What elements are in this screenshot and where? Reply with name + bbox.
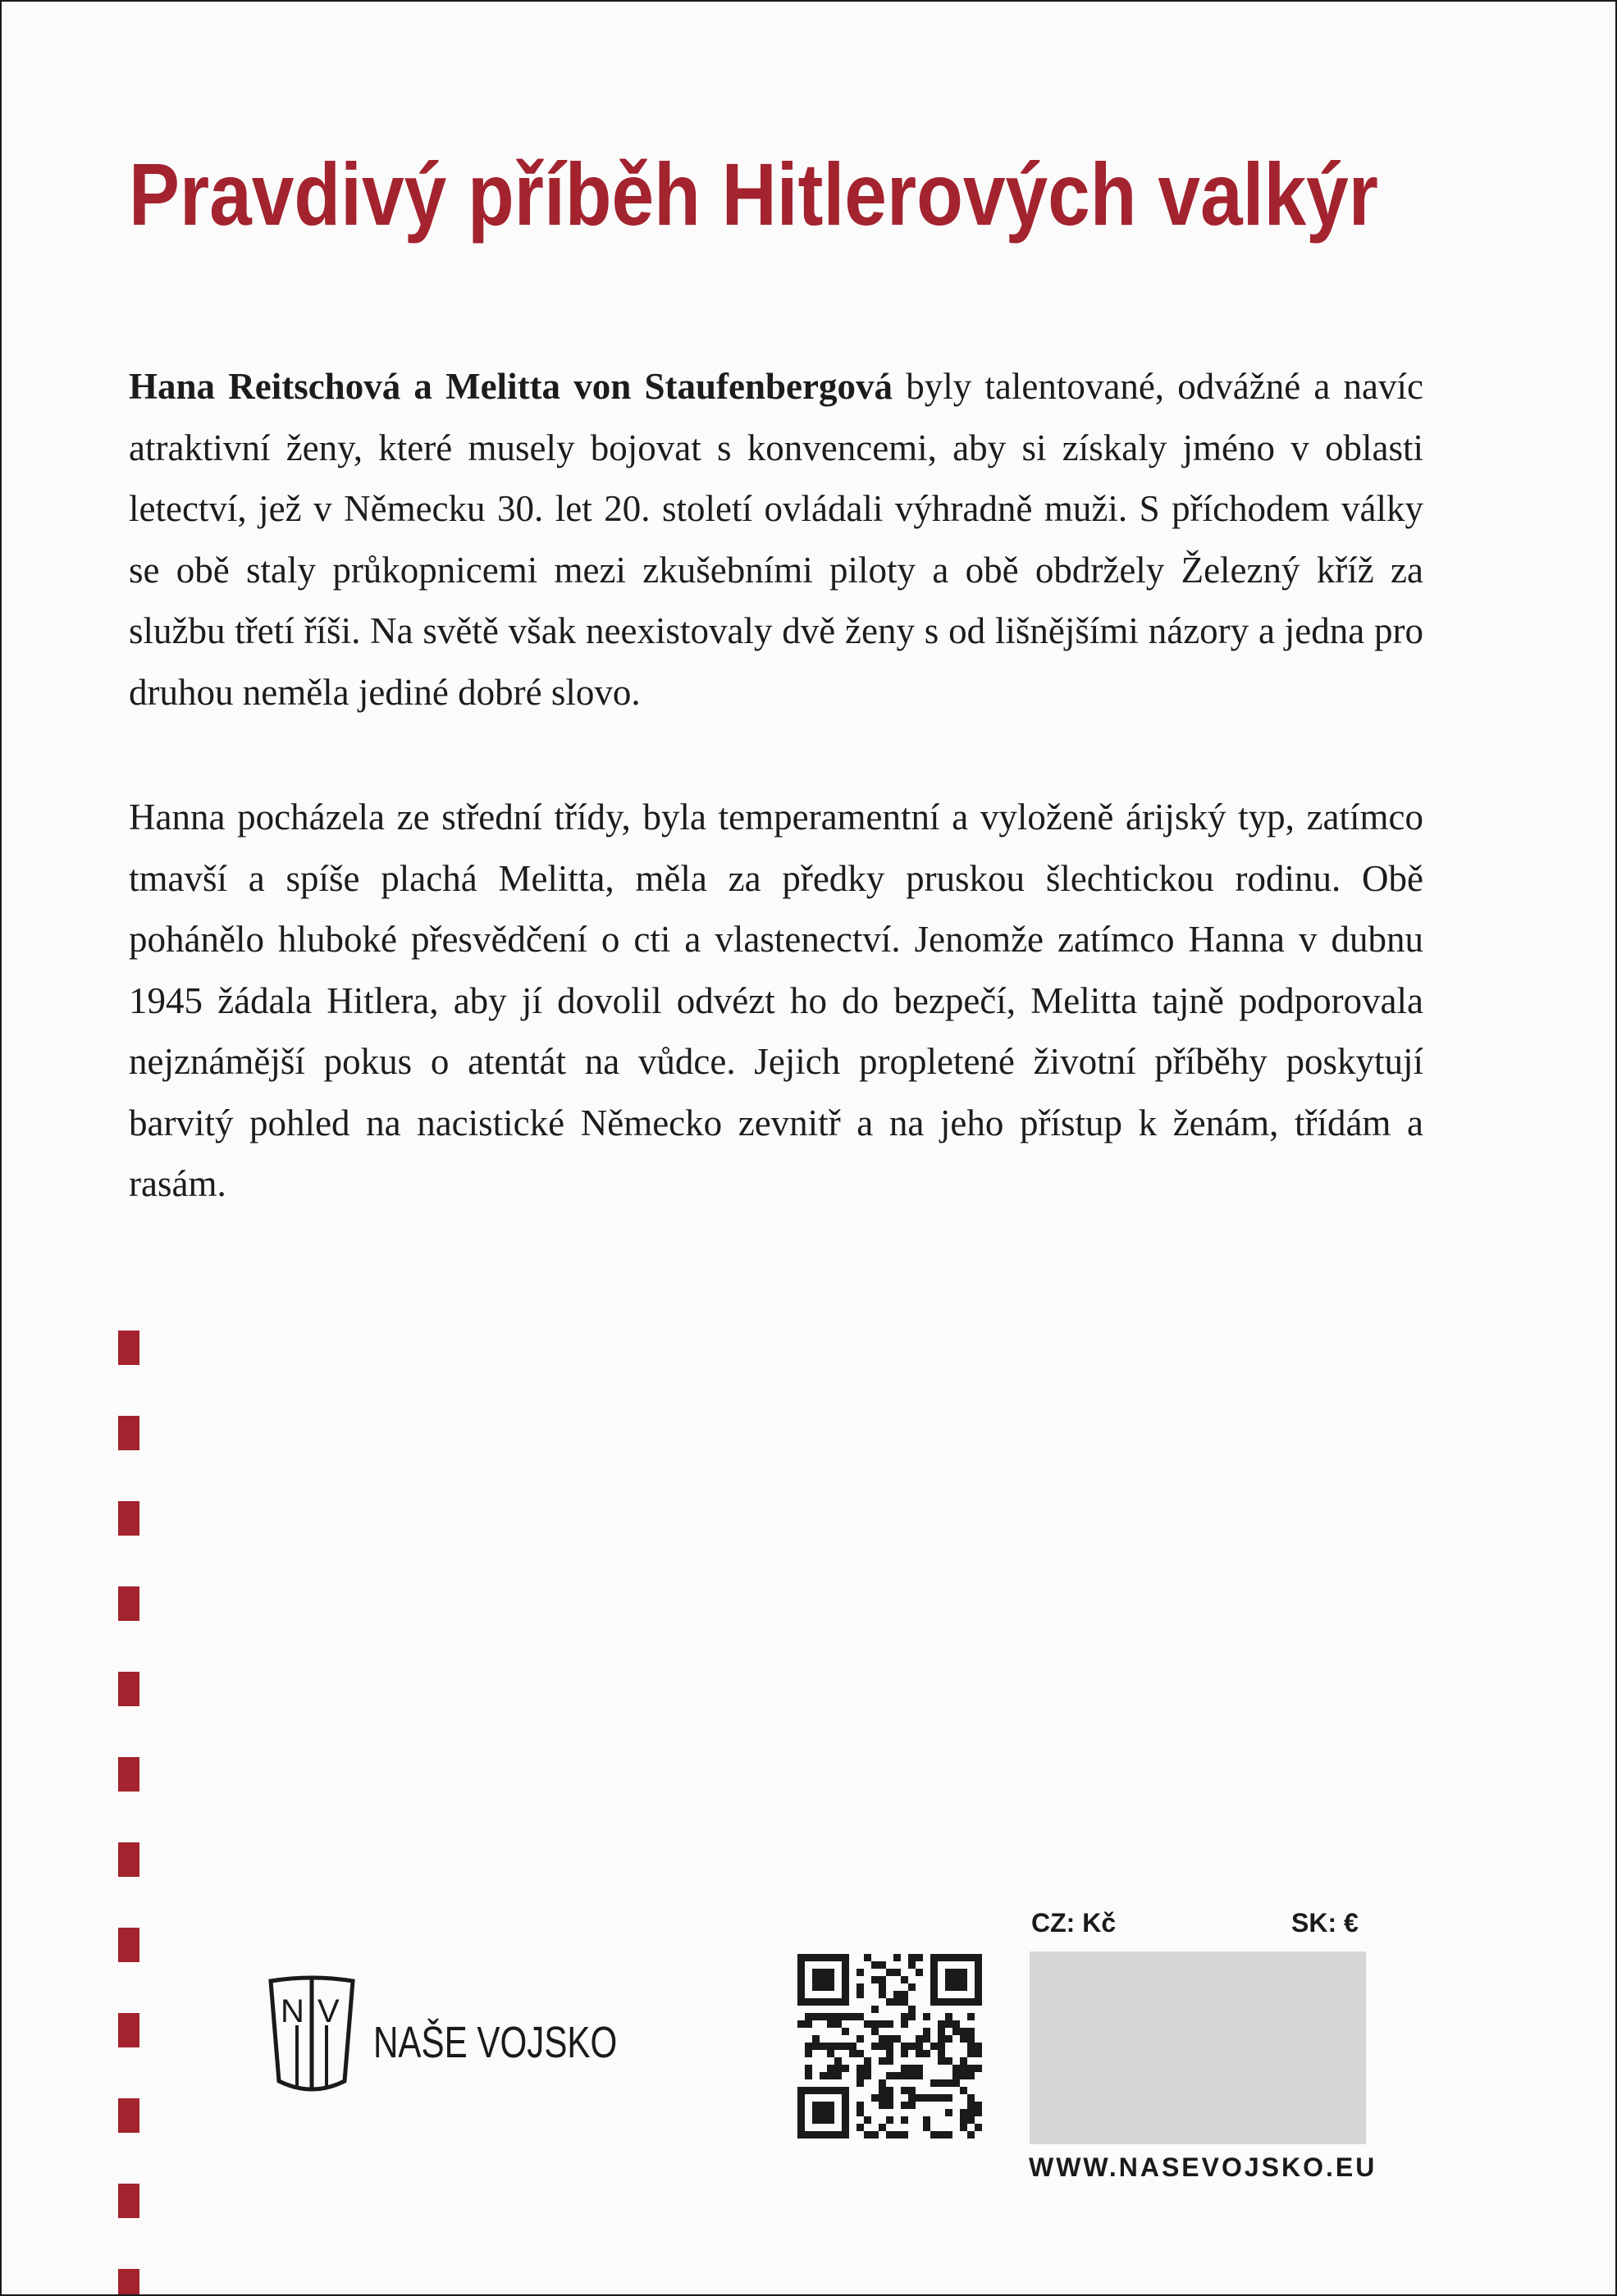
qr-code-icon bbox=[797, 1954, 982, 2139]
dash-segment bbox=[118, 2013, 139, 2047]
page-title: Pravdivý příběh Hitlerových valkýr bbox=[129, 144, 1378, 244]
price-cz-label: CZ: Kč bbox=[1031, 1908, 1117, 1938]
dash-segment bbox=[118, 1331, 139, 1365]
dash-segment bbox=[118, 1416, 139, 1450]
dash-segment bbox=[118, 1672, 139, 1706]
decorative-dash-line bbox=[118, 1331, 141, 2296]
publisher-website: WWW.NASEVOJSKO.EU bbox=[1029, 2152, 1377, 2182]
nv-shield-logo-icon bbox=[263, 1974, 361, 2106]
dash-segment bbox=[118, 1501, 139, 1536]
paragraph-2: Hanna pocházela ze střední třídy, byla temperamentní a vyloženě árijský typ, zatímco tmavší a spíše plachá Melitta, měla za předky pruskou šlechtickou rodinu. Obě pohánělo hluboké přesvědčení o cti a vlastenectví. Jenomže zatímco Hanna v dubnu 1945 žádala Hitlera, aby jí dovolil odvézt ho do bezpečí, Melitta tajně podporovala nejznámější pokus o atentát na vůdce. Jejich propletené životní příběhy poskytují barvitý pohled na nacistické Německo zevnitř a na jeho přístup k ženám, třídám a rasám. bbox=[129, 797, 1423, 1204]
dash-segment bbox=[118, 1757, 139, 1792]
paragraph-1-lead: Hana Reitschová a Melitta von Staufenbergová bbox=[129, 366, 893, 407]
logo-letter-v: V bbox=[317, 1993, 340, 2029]
dash-segment bbox=[118, 1586, 139, 1621]
price-box bbox=[1030, 1951, 1366, 2144]
paragraph-1-text: byly talentované, odvážné a navíc atraktivní ženy, které musely bojovat s konvencemi, aby si získaly jméno v oblasti letectví, jež v Německu 30. let 20. století ovládali výhradně muži. S příchodem války se obě staly průkopnicemi mezi zkušebními piloty a obě obdržely Železný kříž za službu třetí říši. Na světě však neexistovaly dvě ženy s od lišnějšími názory a jedna pro druhou neměla jediné dobré slovo. bbox=[129, 366, 1424, 713]
paragraph-1 bbox=[129, 356, 1423, 723]
publisher-name: NAŠE VOJSKO bbox=[373, 2018, 618, 2067]
dash-segment bbox=[118, 1842, 139, 1877]
publisher-logo bbox=[263, 1974, 656, 2106]
dash-segment bbox=[118, 1928, 139, 1962]
price-sk-label: SK: € bbox=[1291, 1908, 1359, 1938]
dash-segment bbox=[118, 2098, 139, 2133]
logo-letter-n: N bbox=[281, 1993, 304, 2029]
dash-segment bbox=[118, 2184, 139, 2218]
dash-segment bbox=[118, 2269, 139, 2296]
